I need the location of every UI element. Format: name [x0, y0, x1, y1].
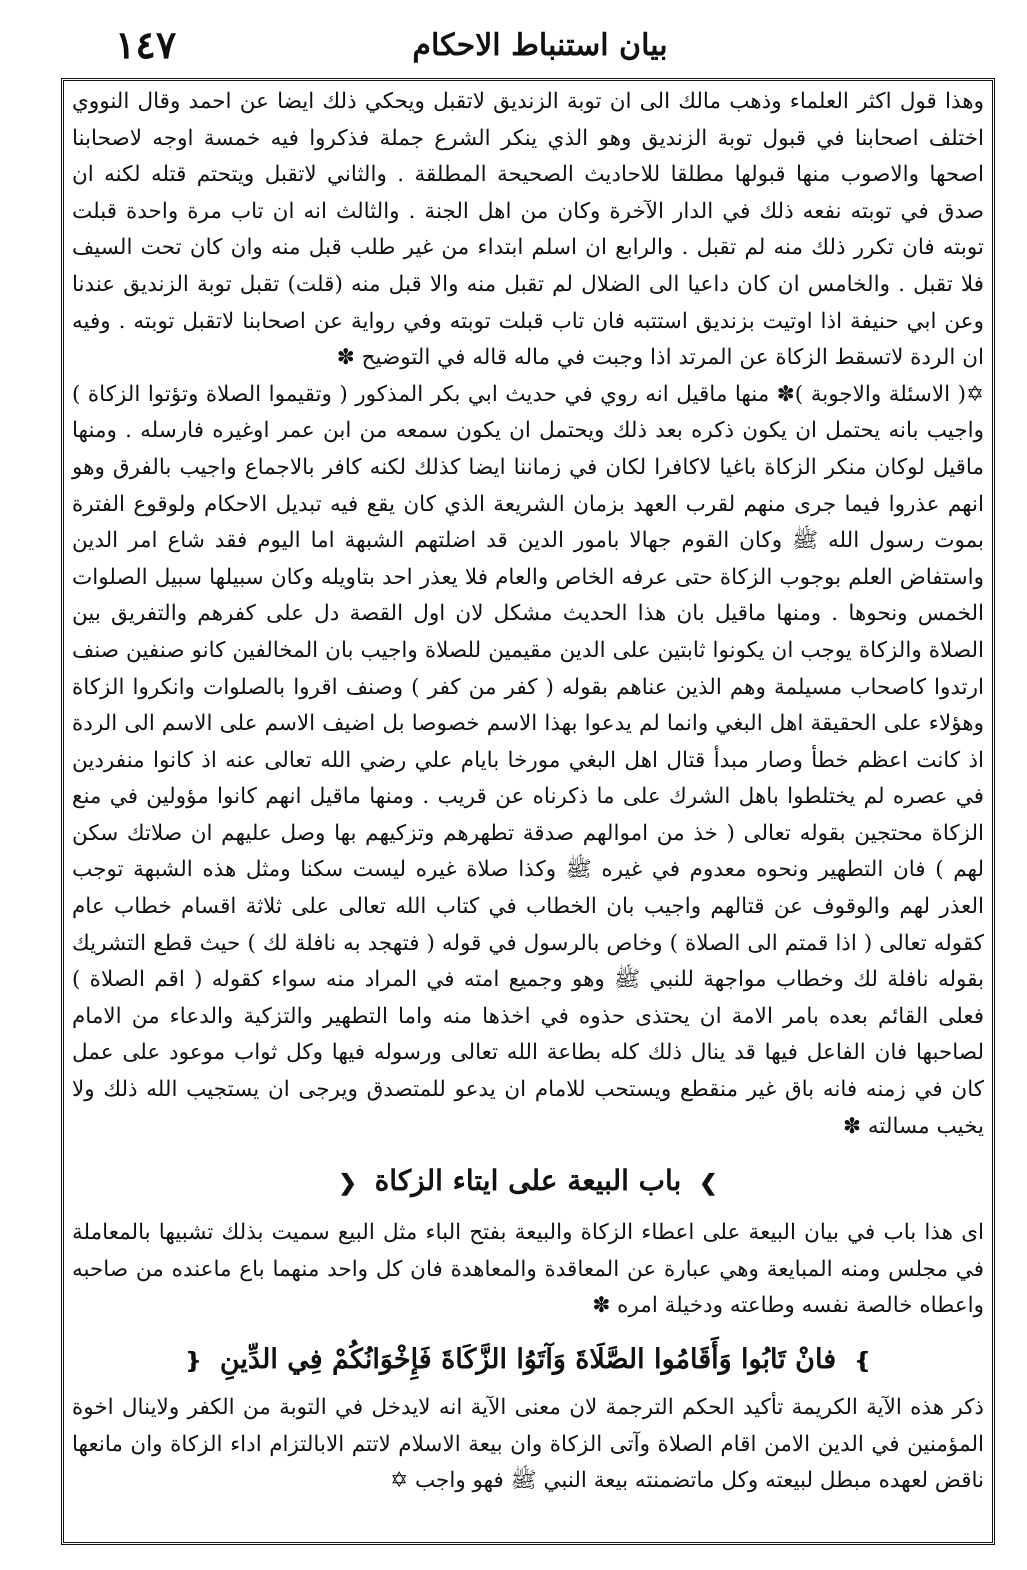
heading-ornament-left: ❮	[338, 1170, 357, 1197]
page-number: ١٤٧	[115, 22, 177, 67]
paragraph-questions-answers: ✡( الاسئلة والاجوبة )✽ منها ماقيل انه روي في حديث ابي بكر المذكور ( وتقيموا الصلاة وتؤتوا الزكاة ) واجيب بانه يحتمل ان يكون ذكره بعد ذلك ويحتمل ان يكون سمعه من ابن عمر اوغيره فارسله . ومنها ماقيل لوكان منكر الزكاة باغيا لاكافرا لكان في زماننا ايضا كذلك لكنه كافر بالاجماع واجيب بالفرق وهو انهم عذروا فيما جرى منهم لقرب العهد بزمان الشريعة الذي كان يقع فيه تبديل الاحكام ولوقوع الفترة بموت رسول الله ﷺ وكان القوم جهالا بامور الدين قد اضلتهم الشبهة اما اليوم فقد شاع امر الدين واستفاض العلم بوجوب الزكاة حتى عرفه الخاص والعام فلا يعذر احد بتاويله وكان سبيلها سبيل الصلوات الخمس ونحوها . ومنها ماقيل بان هذا الحديث مشكل لان اول القصة دل على كفرهم والتفريق بين الصلاة والزكاة يوجب ان يكونوا ثابتين على الدين مقيمين للصلاة واجيب بان المخالفين كانو صنفين صنف ارتدوا كاصحاب مسيلمة وهم الذين عناهم بقوله ( كفر من كفر ) وصنف اقروا بالصلوات وانكروا الزكاة وهؤلاء على الحقيقة اهل البغي وانما لم يدعوا بهذا الاسم خصوصا بل اضيف الاسم على الاسم الى الردة اذ كانت اعظم خطأ وصار مبدأ قتال اهل البغي مورخا بايام علي رضي الله تعالى عنه اذ كانوا منفردين في عصره لم يختلطوا باهل الشرك على ما ذكرناه عن قريب . ومنها ماقيل انهم كانوا مؤولين في منع الزكاة محتجين بقوله تعالى ( خذ من اموالهم صدقة تطهرهم وتزكيهم بها وصل عليهم ان صلاتك سكن لهم ) فان التطهير ونحوه معدوم في غيره ﷺ وكذا صلاة غيره ليست سكنا ومثل هذه الشبهة توجب العذر لهم والوقوف عن قتالهم واجيب بان الخطاب في كتاب الله تعالى على ثلاثة اقسام خطاب عام كقوله تعالى ( اذا قمتم الى الصلاة ) وخاص بالرسول في قوله ( فتهجد به نافلة لك ) حيث قطع التشريك بقوله نافلة لك وخطاب مواجهة للنبي ﷺ وهو وجميع امته في المراد منه سواء كقوله ( اقم الصلاة ) فعلى القائم بعده بامر الامة ان يحتذى حذوه في اخذها منه واما التطهير والتزكية والدعاء من الامام لصاحبها فان الفاعل فيها قد ينال ذلك كله بطاعة الله تعالى ورسوله فيها وكل ثواب موعود على عمل كان في زمنه فانه باق غير منقطع ويستحب للامام ان يدعو للمتصدق ويرجى ان يستجيب الله ذلك ولا يخيب مسالته ✽	[72, 381, 984, 1139]
main-text-block	[72, 84, 984, 1534]
paragraph-verse-commentary: ذكر هذه الآية الكريمة تأكيد الحكم الترجمة لان معنى الآية انه لايدخل في التوبة من الكفر ولاينال اخوة المؤمنين في الدين الامن اقام الصلاة وآتى الزكاة وان بيعة الاسلام لاتتم الابالتزام اداء الزكاة وان مانعها ناقض لعهده مبطل لبيعته وكل ماتضمنته بيعة النبي ﷺ فهو واجب ✡	[72, 1395, 984, 1494]
page-header	[95, 18, 985, 76]
paragraph-chapter-explanation: اى هذا باب في بيان البيعة على اعطاء الزكاة والبيعة بفتح الباء مثل البيع سميت بذلك تشبيها بالمعاملة في مجلس ومنه المبايعة وهي عبارة عن المعاقدة والمعاهدة فان كل واحد منهما باع ماعنده من صاحبه واعطاه خالصة نفسه وطاعته ودخيلة امره ✽	[72, 1220, 984, 1319]
chapter-heading	[72, 1151, 984, 1213]
paragraph-zindiq-repentance: وهذا قول اكثر العلماء وذهب مالك الى ان توبة الزنديق لاتقبل ويحكي ذلك ايضا عن احمد وقال النووي اختلف اصحابنا في قبول توبة الزنديق وهو الذي ينكر الشرع جملة فذكروا فيه خمسة اوجه لاصحابنا اصحها والاصوب منها قبولها مطلقا للاحاديث الصحيحة المطلقة . والثاني لاتقبل ويتحتم قتله لكنه ان صدق في توبته نفعه ذلك في الدار الآخرة وكان من اهل الجنة . والثالث انه ان تاب مرة واحدة قبلت توبته فان تكرر ذلك منه لم تقبل . والرابع ان اسلم ابتداء من غير طلب قبل منه وان كان تحت السيف فلا تقبل . والخامس ان كان داعيا الى الضلال لم تقبل منه والا قبل منه (قلت) تقبل توبة الزنديق عندنا وعن ابي حنيفة اذا اوتيت بزنديق استتبه فان تاب قبلت توبته وفي رواية عن اصحابنا لاتقبل توبته . وفيه ان الردة لاتسقط الزكاة عن المرتد اذا وجبت في ماله قاله في التوضيح ✽	[72, 89, 984, 371]
running-title: بيان استنباط الاحكام	[412, 28, 668, 63]
heading-ornament-right: ❯	[699, 1170, 718, 1197]
verse-ornament-left: ❴	[184, 1348, 203, 1374]
quran-verse	[72, 1331, 984, 1390]
verse-ornament-right: ❵	[853, 1348, 872, 1374]
quran-verse-text: فانْ تَابُوا وَأَقَامُوا الصَّلَاةَ وَآتَوُا الزَّكَاةَ فَإِخْوَانُكُمْ فِي الدِّينِ	[219, 1344, 837, 1375]
chapter-heading-text: باب البيعة على ايتاء الزكاة	[374, 1164, 682, 1198]
